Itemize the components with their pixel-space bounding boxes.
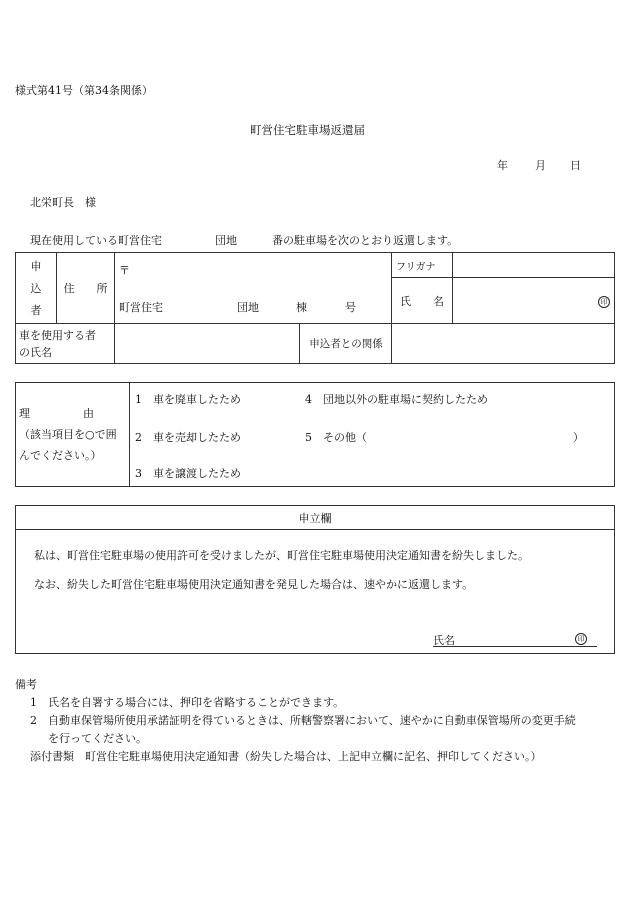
declaration-header: 申立欄: [16, 506, 614, 530]
relation-label: 申込者との関係: [299, 324, 392, 363]
seal-icon: 印: [598, 296, 610, 308]
declaration-box: [15, 505, 615, 654]
car-user-label-1: 車を使用する者: [19, 328, 96, 342]
reason-option-5[interactable]: 5 その他（: [305, 431, 367, 444]
reason-option-1[interactable]: 1 車を廃車したため: [135, 393, 241, 406]
page-title: 町営住宅駐車場返還届: [250, 123, 365, 137]
declaration-name-label: 氏名: [433, 634, 455, 647]
declaration-name-field[interactable]: [433, 633, 597, 647]
note-item-2a: 2 自動車保管場所使用承諾証明を得ているときは、所轄警察署において、速やかに自動車保管場所の変更手続: [30, 714, 576, 727]
reason-option-4[interactable]: 4 団地以外の駐車場に契約したため: [305, 393, 488, 406]
applicant-label-cell: [16, 253, 57, 324]
date-day-label: 日: [570, 159, 581, 172]
reason-option-3[interactable]: 3 車を譲渡したため: [135, 467, 241, 480]
reason-label-left: 理: [19, 407, 30, 420]
address-label: 住 所: [57, 253, 115, 324]
danchi-label: 団地: [237, 301, 259, 314]
furigana-field[interactable]: [453, 253, 615, 278]
addressee: 北栄町長 様: [30, 196, 96, 209]
car-user-field[interactable]: [115, 324, 392, 364]
reason-option-2[interactable]: 2 車を売却したため: [135, 431, 241, 444]
intro-part1: 現在使用している町営住宅: [30, 234, 162, 247]
reason-note-2: んでください。）: [19, 449, 102, 462]
car-user-label-2: の氏名: [19, 345, 52, 359]
name-label: 氏 名: [392, 278, 453, 324]
form-number: 様式第41号（第34条関係）: [15, 84, 153, 97]
declaration-line2: なお、紛失した町営住宅駐車場使用決定通知書を発見した場合は、速やかに返還します。: [34, 578, 474, 591]
applicant-label-3: 者: [30, 304, 42, 317]
housing-label: 町営住宅: [119, 301, 163, 314]
applicant-label-1: 申: [30, 260, 42, 273]
reason-label-right: 由: [83, 407, 94, 420]
date-year-label: 年: [497, 159, 508, 172]
date-month-label: 月: [535, 159, 546, 172]
notes-header: 備考: [15, 678, 37, 691]
note-item-1: 1 氏名を自署する場合には、押印を省略することができます。: [30, 696, 345, 709]
name-field[interactable]: [453, 278, 615, 324]
reason-option-5-close: ）: [573, 431, 584, 444]
intro-part3: 番の駐車場を次のとおり返還します。: [272, 234, 459, 247]
declaration-seal-icon: 印: [575, 633, 587, 645]
intro-part2: 団地: [215, 234, 237, 247]
applicant-table: [15, 252, 615, 364]
postal-mark: 〒: [119, 264, 130, 277]
declaration-line1: 私は、町営住宅駐車場の使用許可を受けましたが、町営住宅駐車場使用決定通知書を紛失しました。: [34, 549, 529, 562]
reason-options-cell: [130, 383, 615, 487]
reason-label-cell: [16, 383, 130, 487]
reason-table: [15, 382, 615, 487]
applicant-label-2: 込: [30, 282, 42, 295]
furigana-label: フリガナ: [392, 253, 453, 278]
address-field[interactable]: [115, 253, 392, 324]
reason-note-1: （該当項目を○で囲: [19, 428, 117, 441]
relation-field[interactable]: [392, 324, 615, 364]
note-attachment: 添付書類 町営住宅駐車場使用決定通知書（紛失した場合は、上記申立欄に記名、押印してください。）: [30, 750, 542, 763]
car-user-label-cell: [16, 324, 115, 364]
building-label: 棟: [296, 301, 307, 314]
number-label: 号: [345, 301, 356, 314]
note-item-2b: を行ってください。: [48, 732, 147, 745]
